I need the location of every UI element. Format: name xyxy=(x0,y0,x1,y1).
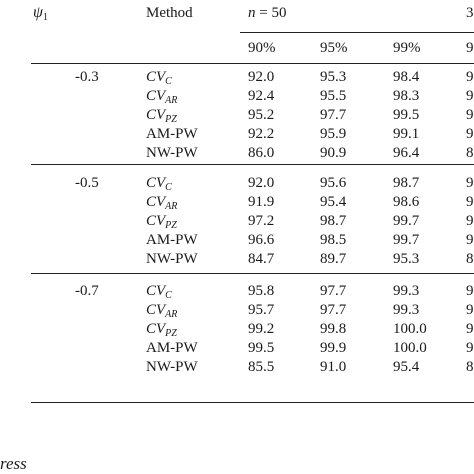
coverage-value: 99.5 xyxy=(248,340,275,356)
footer-text: ress xyxy=(0,454,27,473)
method-subscript: PZ xyxy=(165,114,177,125)
method-label xyxy=(146,89,177,104)
next-column-cut-value: 9 xyxy=(466,232,474,248)
method-label xyxy=(146,284,172,299)
coverage-value: 98.3 xyxy=(393,88,420,104)
coverage-value: 96.4 xyxy=(393,145,420,161)
psi-value: -0.5 xyxy=(75,175,99,191)
coverage-value: 95.6 xyxy=(320,175,347,191)
coverage-value: 92.4 xyxy=(248,88,275,104)
method-base: CV xyxy=(146,302,166,318)
coverage-value: 96.6 xyxy=(248,232,275,248)
coverage-value: 84.7 xyxy=(248,251,275,267)
method-label xyxy=(146,322,177,337)
coverage-value: 98.4 xyxy=(393,69,420,85)
coverage-value: 98.7 xyxy=(393,175,420,191)
method-label xyxy=(146,108,177,123)
coverage-value: 95.4 xyxy=(320,194,347,210)
method-subscript: PZ xyxy=(165,328,177,339)
coverage-value: 99.5 xyxy=(393,107,420,123)
next-column-cut-value: 8 xyxy=(466,145,474,161)
method-label xyxy=(146,70,172,85)
method-subscript: C xyxy=(165,76,172,87)
coverage-value: 99.3 xyxy=(393,302,420,318)
next-column-cut-value: 9 xyxy=(466,283,474,299)
coverage-value: 100.0 xyxy=(393,321,427,337)
coverage-value: 91.9 xyxy=(248,194,275,210)
coverage-value: 99.7 xyxy=(393,213,420,229)
coverage-value: 99.7 xyxy=(393,232,420,248)
method-base: CV xyxy=(146,107,166,123)
coverage-value: 99.3 xyxy=(393,283,420,299)
coverage-value: 97.7 xyxy=(320,107,347,123)
coverage-value: 89.7 xyxy=(320,251,347,267)
n-symbol: n xyxy=(248,5,256,21)
coverage-value: 98.5 xyxy=(320,232,347,248)
level-95-header: 95% xyxy=(320,40,348,56)
next-column-cut-value: 9 xyxy=(466,107,474,123)
method-base: NW-PW xyxy=(146,145,198,161)
psi-subscript: 1 xyxy=(42,12,48,23)
method-base: NW-PW xyxy=(146,359,198,375)
method-base: CV xyxy=(146,88,166,104)
method-label xyxy=(146,176,172,191)
method-subscript: AR xyxy=(165,201,178,212)
coverage-value: 95.8 xyxy=(248,283,275,299)
method-label xyxy=(146,252,198,267)
method-base: AM-PW xyxy=(146,232,198,248)
method-subscript: AR xyxy=(165,95,178,106)
group-separator-rule xyxy=(31,164,474,165)
group-header-rule xyxy=(240,32,474,33)
method-base: CV xyxy=(146,175,166,191)
method-base: AM-PW xyxy=(146,340,198,356)
coverage-value: 99.1 xyxy=(393,126,420,142)
method-label xyxy=(146,195,177,210)
coverage-value: 95.7 xyxy=(248,302,275,318)
coverage-value: 92.0 xyxy=(248,69,275,85)
level-90-header: 90% xyxy=(248,40,276,56)
method-label xyxy=(146,233,198,248)
coverage-value: 95.3 xyxy=(320,69,347,85)
coverage-value: 95.9 xyxy=(320,126,347,142)
coverage-value: 98.6 xyxy=(393,194,420,210)
sample-size-header xyxy=(248,6,286,21)
coverage-value: 95.5 xyxy=(320,88,347,104)
method-label xyxy=(146,341,198,356)
method-base: CV xyxy=(146,213,166,229)
next-level-header-cut: 9 xyxy=(466,40,474,56)
method-base: CV xyxy=(146,283,166,299)
coverage-value: 99.9 xyxy=(320,340,347,356)
coverage-value: 100.0 xyxy=(393,340,427,356)
coverage-value: 99.2 xyxy=(248,321,275,337)
coverage-value: 92.0 xyxy=(248,175,275,191)
coverage-value: 97.7 xyxy=(320,302,347,318)
next-column-cut-value: 9 xyxy=(466,126,474,142)
next-column-cut-value: 9 xyxy=(466,213,474,229)
method-base: AM-PW xyxy=(146,126,198,142)
next-column-cut-value: 9 xyxy=(466,175,474,191)
psi-value: -0.3 xyxy=(75,69,99,85)
coverage-value: 90.9 xyxy=(320,145,347,161)
coverage-value: 98.7 xyxy=(320,213,347,229)
next-column-cut-value: 9 xyxy=(466,88,474,104)
next-column-cut-value: 9 xyxy=(466,302,474,318)
method-subscript: C xyxy=(165,182,172,193)
coverage-value: 95.4 xyxy=(393,359,420,375)
method-subscript: C xyxy=(165,290,172,301)
method-label xyxy=(146,214,177,229)
method-base: NW-PW xyxy=(146,251,198,267)
next-column-cut-value: 9 xyxy=(466,69,474,85)
coverage-value: 97.7 xyxy=(320,283,347,299)
method-label xyxy=(146,127,198,142)
method-label xyxy=(146,303,177,318)
coverage-value: 97.2 xyxy=(248,213,275,229)
method-base: CV xyxy=(146,69,166,85)
next-column-cut-value: 9 xyxy=(466,194,474,210)
method-subscript: AR xyxy=(165,309,178,320)
coverage-value: 95.2 xyxy=(248,107,275,123)
next-column-cut-value: 9 xyxy=(466,340,474,356)
method-base: CV xyxy=(146,194,166,210)
method-label xyxy=(146,360,198,375)
next-group-header-cut: 3 xyxy=(466,5,474,21)
method-base: CV xyxy=(146,321,166,337)
next-column-cut-value: 8 xyxy=(466,251,474,267)
method-label xyxy=(146,146,198,161)
coverage-value: 85.5 xyxy=(248,359,275,375)
method-subscript: PZ xyxy=(165,220,177,231)
coverage-value: 91.0 xyxy=(320,359,347,375)
header-bottom-rule xyxy=(31,63,474,64)
psi-header xyxy=(33,5,48,21)
group-separator-rule xyxy=(31,273,474,274)
next-column-cut-value: 9 xyxy=(466,321,474,337)
coverage-value: 95.3 xyxy=(393,251,420,267)
n-value: = 50 xyxy=(259,5,287,21)
next-column-cut-value: 8 xyxy=(466,359,474,375)
coverage-value: 92.2 xyxy=(248,126,275,142)
level-99-header: 99% xyxy=(393,40,421,56)
psi-symbol: ψ xyxy=(33,4,43,21)
psi-value: -0.7 xyxy=(75,283,99,299)
coverage-value: 99.8 xyxy=(320,321,347,337)
group-separator-rule xyxy=(31,402,474,403)
method-header: Method xyxy=(146,5,193,21)
coverage-value: 86.0 xyxy=(248,145,275,161)
